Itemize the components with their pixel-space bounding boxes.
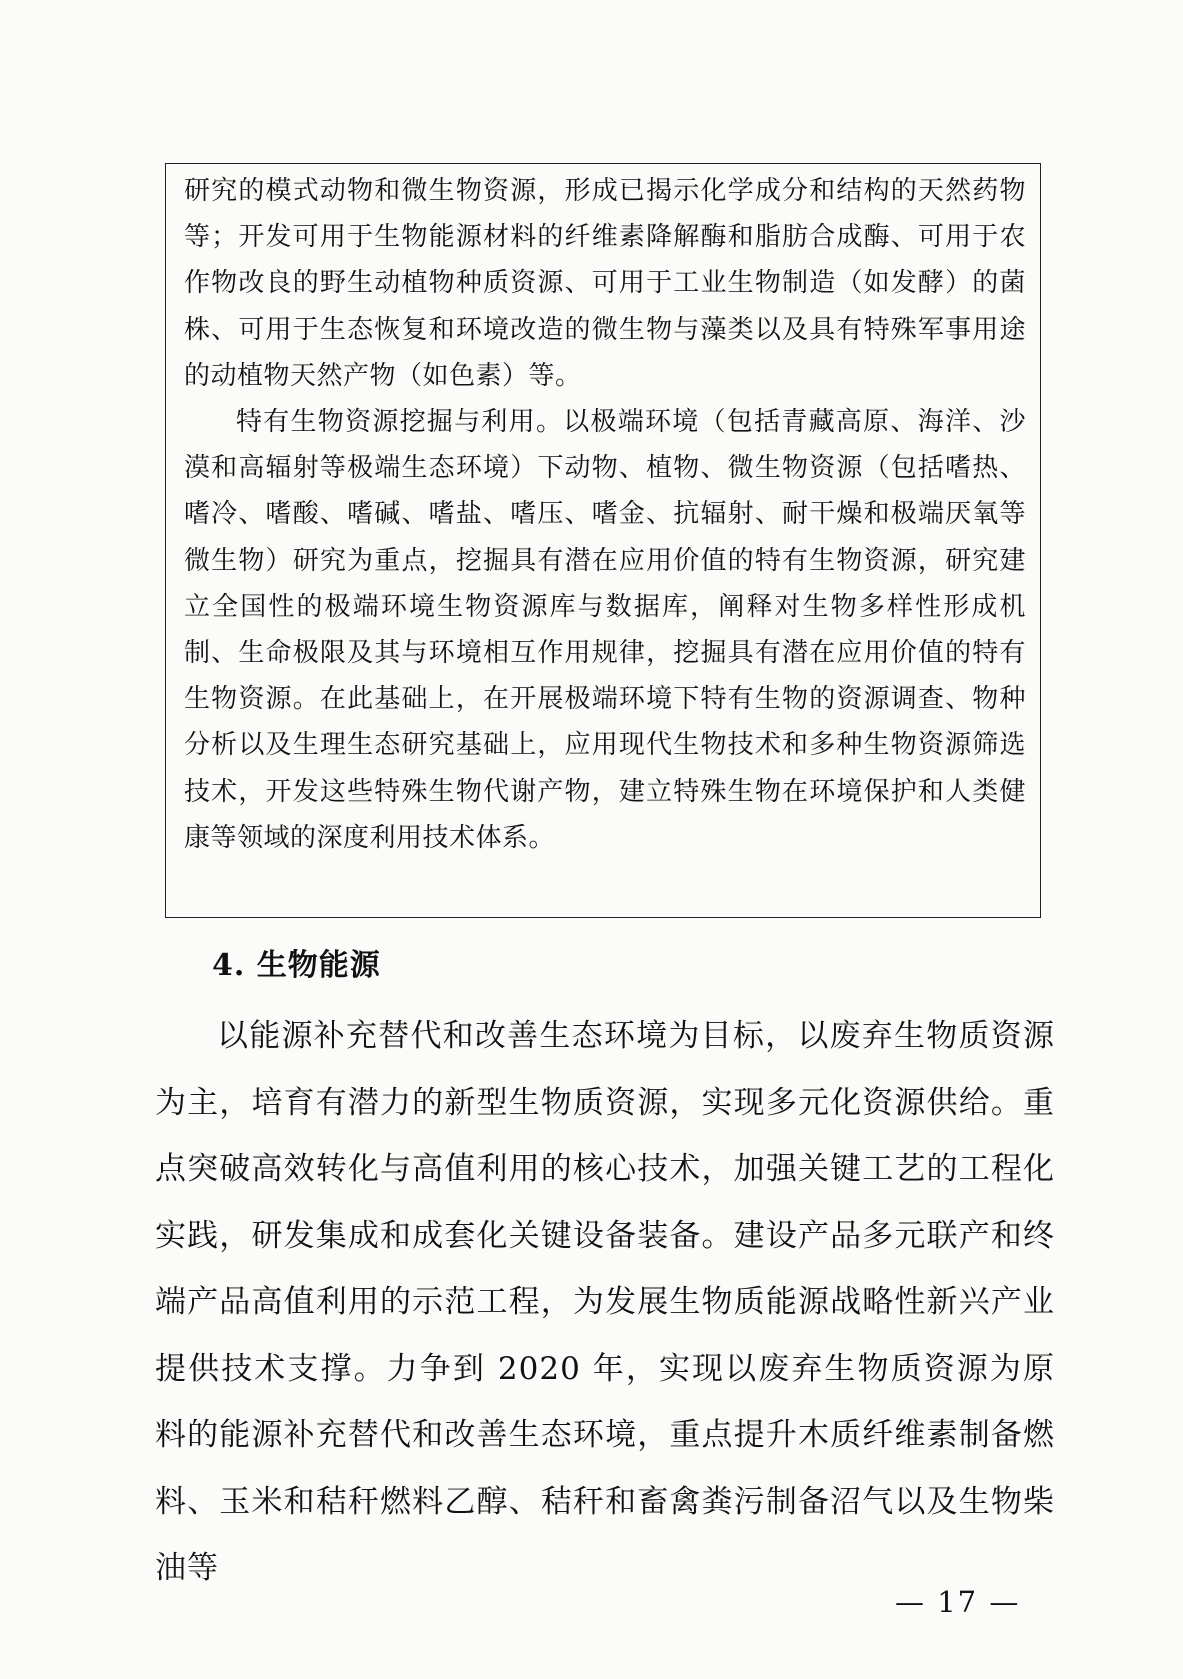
section-heading: 4. 生物能源 <box>212 948 381 983</box>
boxed-paragraph-special-resources: 特有生物资源挖掘与利用。以极端环境（包括青藏高原、海洋、沙漠和高辐射等极端生态环境）下动物、植物、微生物资源（包括嗜热、嗜冷、嗜酸、嗜碱、嗜盐、嗜压、嗜金、抗辐射、耐干燥和极端厌氧等微生物）研究为重点，挖掘具有潜在应用价值的特有生物资源，研究建立全国性的极端环境生物资源库与数据库，阐释对生物多样性形成机制、生命极限及其与环境相互作用规律，挖掘具有潜在应用价值的特有生物资源。在此基础上，在开展极端环境下特有生物的资源调查、物种分析以及生理生态研究基础上，应用现代生物技术和多种生物资源筛选技术，开发这些特殊生物代谢产物，建立特殊生物在环境保护和人类健康等领域的深度利用技术体系。 <box>184 407 1026 853</box>
page-number: — 17 — <box>895 1585 1021 1619</box>
boxed-paragraph-continued: 研究的模式动物和微生物资源，形成已揭示化学成分和结构的天然药物等；开发可用于生物能源材料的纤维素降解酶和脂肪合成酶、可用于农作物改良的野生动植物种质资源、可用于工业生物制造（如发酵）的菌株、可用于生态恢复和环境改造的微生物与藻类以及具有特殊军事用途的动植物天然产物（如色素）等。 <box>184 176 1026 391</box>
section-body-paragraph: 以能源补充替代和改善生态环境为目标，以废弃生物质资源为主，培育有潜力的新型生物质资源，实现多元化资源供给。重点突破高效转化与高值利用的核心技术，加强关键工艺的工程化实践，研发集成和成套化关键设备装备。建设产品多元联产和终端产品高值利用的示范工程，为发展生物质能源战略性新兴产业提供技术支撑。力争到 2020 年，实现以废弃生物质资源为原料的能源补充替代和改善生态环境，重点提升木质纤维素制备燃料、玉米和秸秆燃料乙醇、秸秆和畜禽粪污制备沼气以及生物柴油等 <box>155 1018 1055 1586</box>
boxed-text-panel <box>165 163 1041 918</box>
